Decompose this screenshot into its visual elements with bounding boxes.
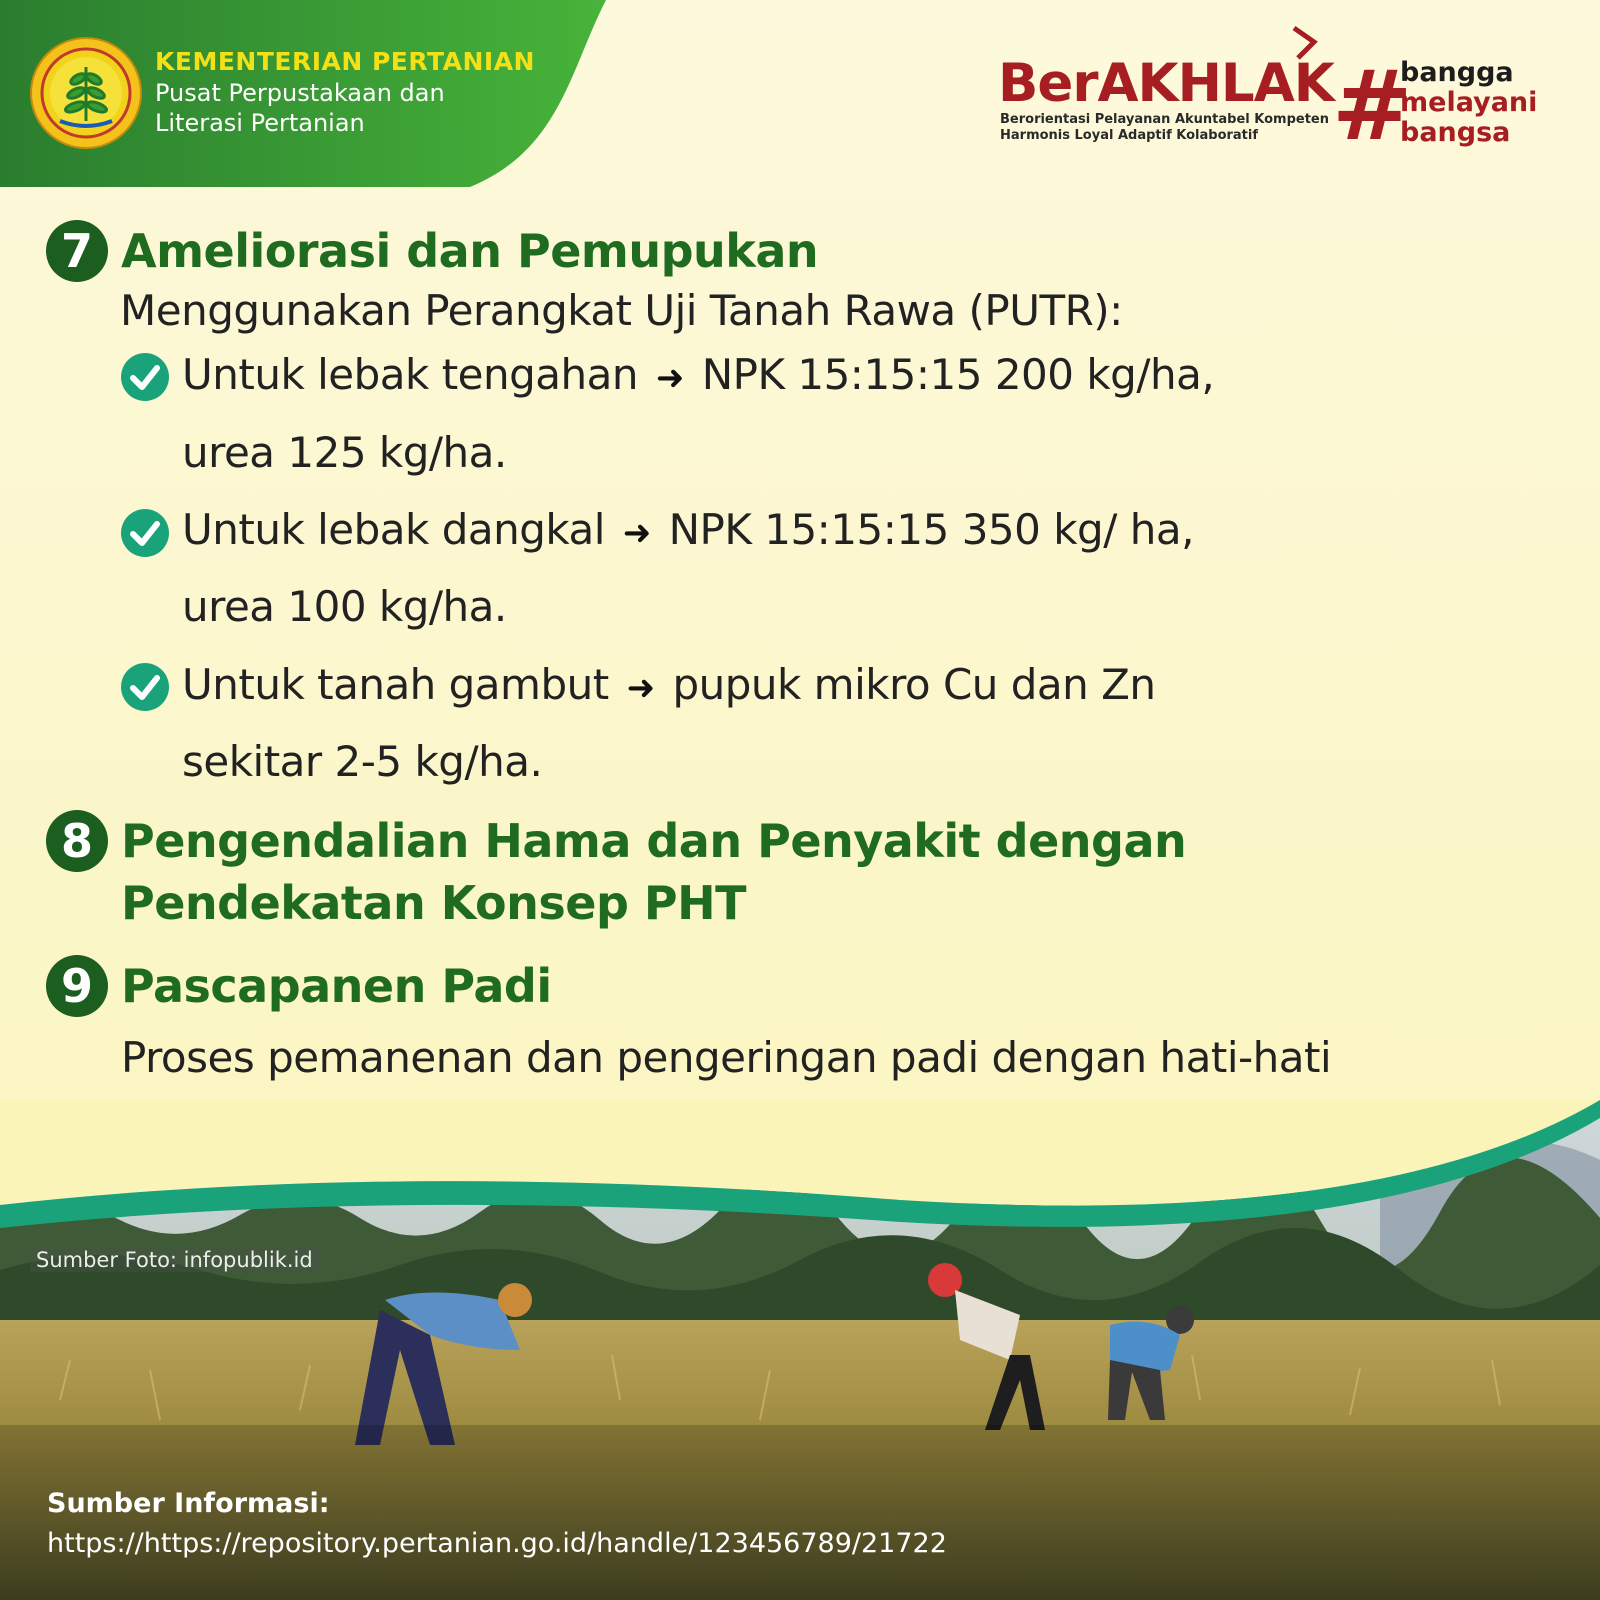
section-9-body-line1: Proses pemanenan dan pengeringan padi dengan hati-hati [121, 1033, 1332, 1082]
kementan-logo-icon [30, 37, 142, 149]
item-continuation: urea 125 kg/ha. [182, 428, 507, 477]
section-title-8-line2: Pendekatan Konsep PHT [121, 876, 747, 930]
berakhlak-tagline-line2: Harmonis Loyal Adaptif Kolaboratif [1000, 128, 1259, 143]
berakhlak-tagline [1000, 112, 1329, 144]
source-url[interactable]: https://https://repository.pertanian.go.id/handle/123456789/21722 [47, 1528, 947, 1559]
item-label: Untuk lebak dangkal [182, 505, 605, 554]
item-label: Untuk tanah gambut [182, 660, 609, 709]
hashtag-line3: bangsa [1400, 117, 1511, 148]
section-number-9: 9 [46, 955, 108, 1017]
item-continuation: urea 100 kg/ha. [182, 582, 507, 631]
hashtag-logo [1332, 50, 1552, 162]
photo-credit: Sumber Foto: infopublik.id [30, 1248, 319, 1272]
rice-field-photo [0, 1100, 1600, 1600]
hashtag-symbol: # [1332, 50, 1413, 162]
check-circle-icon [120, 662, 170, 712]
section-7-intro: Menggunakan Perangkat Uji Tanah Rawa (PUTR): [120, 286, 1123, 335]
org-unit-line2: Literasi Pertanian [155, 109, 365, 137]
item-label: Untuk lebak tengahan [182, 350, 638, 399]
list-item [182, 505, 1194, 554]
arrow-right-icon: ➜ [655, 358, 684, 398]
source-title: Sumber Informasi: [47, 1488, 330, 1519]
hashtag-line1: bangga [1400, 57, 1514, 88]
list-item [182, 660, 1156, 709]
section-number-8: 8 [46, 810, 108, 872]
berakhlak-word: BerAKHLAK [998, 53, 1334, 114]
item-detail: NPK 15:15:15 350 kg/ ha, [668, 505, 1194, 554]
item-detail: pupuk mikro Cu dan Zn [672, 660, 1156, 709]
berakhlak-tagline-line1: Berorientasi Pelayanan Akuntabel Kompeten [1000, 112, 1329, 127]
check-circle-icon [120, 352, 170, 402]
section-title-7: Ameliorasi dan Pemupukan [121, 224, 819, 278]
item-detail: NPK 15:15:15 200 kg/ha, [701, 350, 1215, 399]
organization-block [155, 46, 535, 138]
org-unit-line1: Pusat Perpustakaan dan [155, 79, 445, 107]
list-item [182, 350, 1214, 399]
hashtag-line2: melayani [1400, 87, 1538, 118]
item-continuation: sekitar 2-5 kg/ha. [182, 737, 543, 786]
berakhlak-logo [998, 24, 1334, 154]
arrow-right-icon: ➜ [626, 668, 655, 708]
check-circle-icon [120, 508, 170, 558]
section-title-8-line1: Pengendalian Hama dan Penyakit dengan [121, 814, 1187, 868]
arrow-right-icon: ➜ [622, 513, 651, 553]
section-title-9: Pascapanen Padi [121, 959, 552, 1013]
section-number-7: 7 [46, 220, 108, 282]
org-name: KEMENTERIAN PERTANIAN [155, 47, 535, 76]
